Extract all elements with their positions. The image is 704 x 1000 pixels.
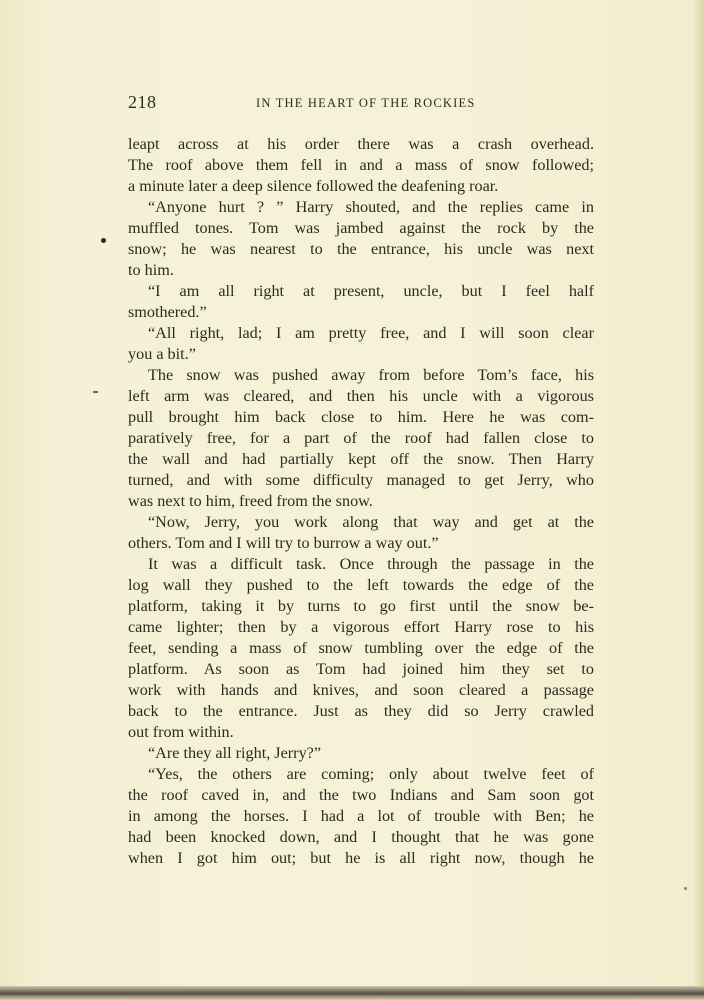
text-line: work with hands and knives, and soon cleared a passage: [128, 681, 594, 699]
running-head: IN THE HEART OF THE ROCKIES: [256, 96, 476, 110]
text-line: when I got him out; but he is all right now, though he: [128, 849, 594, 867]
text-line: log wall they pushed to the left towards the edge of the: [128, 576, 594, 594]
text-line: a minute later a deep silence followed the deafening roar.: [128, 177, 499, 195]
text-line: It was a difficult task. Once through the passage in the: [148, 555, 594, 573]
text-line: The snow was pushed away from before Tom’s face, his: [148, 366, 594, 384]
text-line: came lighter; then by a vigorous effort Harry rose to his: [128, 618, 594, 636]
margin-speck: [684, 887, 687, 890]
text-line: turned, and with some difficulty managed to get Jerry, who: [128, 471, 594, 489]
text-line: the wall and had partially kept off the snow. Then Harry: [128, 450, 594, 468]
text-line: had been knocked down, and I thought that he was gone: [128, 828, 594, 846]
text-line: snow; he was nearest to the entrance, his uncle was next: [128, 240, 594, 258]
text-line: “Anyone hurt ? ” Harry shouted, and the replies came in: [148, 198, 594, 216]
text-line: feet, sending a mass of snow tumbling over the edge of the: [128, 639, 594, 657]
text-line: “Now, Jerry, you work along that way and get at the: [148, 513, 594, 531]
text-line: left arm was cleared, and then his uncle with a vigorous: [128, 387, 594, 405]
page-bottom-edge: [0, 986, 704, 1000]
text-line: “Are they all right, Jerry?”: [148, 744, 322, 762]
text-line: “I am all right at present, uncle, but I feel half: [148, 282, 594, 300]
text-line: platform. As soon as Tom had joined him they set to: [128, 660, 594, 678]
text-line: back to the entrance. Just as they did so Jerry crawled: [128, 702, 594, 720]
page-header: [128, 92, 594, 116]
page-number: 218: [128, 92, 157, 112]
text-line: “All right, lad; I am pretty free, and I will soon clear: [148, 324, 594, 342]
body-text: [128, 134, 594, 869]
text-line: others. Tom and I will try to burrow a way out.”: [128, 534, 439, 552]
text-line: to him.: [128, 261, 174, 279]
text-line: you a bit.”: [128, 345, 196, 363]
text-line: pull brought him back close to him. Here he was com-: [128, 408, 594, 426]
margin-mark: [93, 391, 98, 393]
text-line: the roof caved in, and the two Indians and Sam soon got: [128, 786, 594, 804]
text-line: muffled tones. Tom was jambed against the rock by the: [128, 219, 594, 237]
page-edge-shadow: [692, 0, 704, 1000]
text-line: “Yes, the others are coming; only about twelve feet of: [148, 765, 594, 783]
text-line: The roof above them fell in and a mass of snow followed;: [128, 156, 594, 174]
text-line: in among the horses. I had a lot of trouble with Ben; he: [128, 807, 594, 825]
text-line: smothered.”: [128, 303, 207, 321]
text-line: was next to him, freed from the snow.: [128, 492, 373, 510]
text-line: leapt across at his order there was a crash overhead.: [128, 135, 594, 153]
text-line: out from within.: [128, 723, 234, 741]
text-line: paratively free, for a part of the roof had fallen close to: [128, 429, 594, 447]
ink-speck: [101, 238, 106, 243]
text-line: platform, taking it by turns to go first until the snow be-: [128, 597, 594, 615]
